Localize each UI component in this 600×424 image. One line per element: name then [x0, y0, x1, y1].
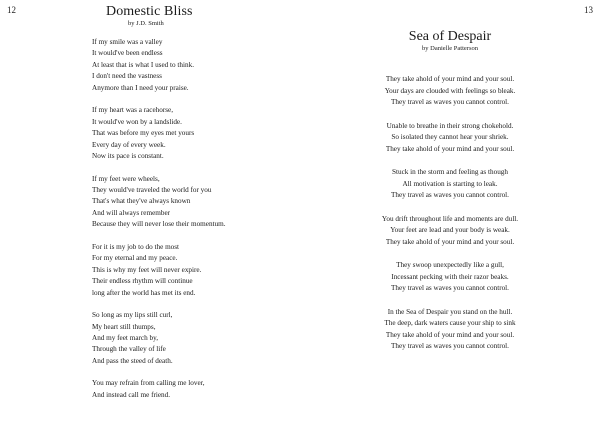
poem-line: I don't need the vastness [92, 72, 162, 81]
poem-line: long after the world has met its end. [92, 288, 196, 297]
poem-line: They travel as waves you cannot control. [391, 342, 509, 351]
poem-line: In the Sea of Despair you stand on the hull. [387, 307, 513, 316]
poem-line: At least that is what I used to think. [92, 60, 195, 69]
poem-line: Their endless rhythm will continue [92, 277, 193, 286]
poem-line: They take ahold of your mind and your soul. [385, 144, 515, 153]
poem-line: Through the valley of life [92, 345, 166, 354]
stanza [360, 214, 540, 249]
poem-line: That was before my eyes met yours [92, 129, 195, 138]
poem-line: If my heart was a racehorse, [92, 106, 174, 115]
poem-line: They travel as waves you cannot control. [391, 98, 509, 106]
page-number-left: 12 [7, 5, 16, 15]
poem-line: They travel as waves you cannot control. [391, 191, 509, 200]
poem-line: That's what they've always known [92, 197, 191, 206]
poem-author: by Danielle Patterson [422, 45, 478, 52]
poem-line: For it is my job to do the most [92, 242, 180, 251]
stanza [92, 242, 292, 299]
stanza [360, 307, 540, 353]
stanza [360, 121, 540, 156]
stanza [92, 378, 292, 401]
poem-line: Your days are clouded with feelings so bleak. [384, 86, 516, 95]
poem-line: Incessant pecking with their razor beaks. [391, 272, 509, 281]
poem-author: by J.D. Smith [128, 20, 164, 27]
stanza [360, 74, 540, 109]
poem-line: And pass the steed of death. [92, 356, 173, 365]
poem-line: And my feet march by, [92, 333, 158, 342]
poem-line: They travel as waves you cannot control. [391, 284, 509, 293]
poem-line: They take ahold of your mind and your soul. [385, 330, 515, 339]
poem-line: You drift throughout life and moments are dull. [381, 214, 519, 223]
poem-line: This is why my feet will never expire. [92, 265, 202, 274]
poem-line: Now its pace is constant. [92, 152, 164, 161]
stanza [92, 105, 292, 162]
poem-line: For my eternal and my peace. [92, 254, 178, 263]
poem-line: If my smile was a valley [92, 38, 163, 46]
poem-line: They take ahold of your mind and your soul. [385, 75, 515, 83]
poem-line: Because they will never lose their momentum. [92, 220, 226, 229]
poem-line: It would've been endless [92, 49, 163, 58]
poem-line: Unable to breathe in their strong chokehold. [386, 121, 514, 130]
poem-line: Stuck in the storm and feeling as though [392, 168, 508, 177]
poem-sea-of-despair [360, 29, 540, 365]
poem-body [360, 74, 540, 353]
poem-line: So isolated they cannot hear your shriek. [391, 133, 509, 142]
stanza [92, 37, 292, 94]
poem-line: Anymore than I need your praise. [92, 83, 189, 92]
poem-line: They swoop unexpectedly like a gull, [396, 261, 504, 270]
poem-line: So long as my lips still curl, [92, 311, 173, 320]
poem-line: Every day of every week. [92, 140, 166, 149]
stanza [360, 167, 540, 202]
poem-line: If my feet were wheels, [92, 174, 160, 183]
poem-title: Domestic Bliss [106, 4, 193, 19]
poem-line: It would've won by a landslide. [92, 117, 182, 126]
poem-line: You may refrain from calling me lover, [92, 379, 205, 388]
poem-line: They take ahold of your mind and your soul. [385, 237, 515, 246]
poem-domestic-bliss [92, 4, 292, 412]
poem-line: Your feet are lead and your body is weak. [390, 226, 510, 235]
poem-line: The deep, dark waters cause your ship to sink [384, 319, 516, 328]
poem-line: They would've traveled the world for you [92, 185, 212, 194]
poem-line: And instead call me friend. [92, 390, 171, 399]
poem-title: Sea of Despair [408, 29, 492, 44]
poem-line: All motivation is starting to leak. [402, 179, 498, 188]
stanza [360, 260, 540, 295]
poem-line: And will always remember [92, 208, 171, 217]
stanza [92, 174, 292, 231]
stanza [92, 310, 292, 367]
poem-line: My heart still thumps, [92, 322, 156, 331]
page-number-right: 13 [584, 5, 593, 15]
poem-body [92, 37, 292, 401]
